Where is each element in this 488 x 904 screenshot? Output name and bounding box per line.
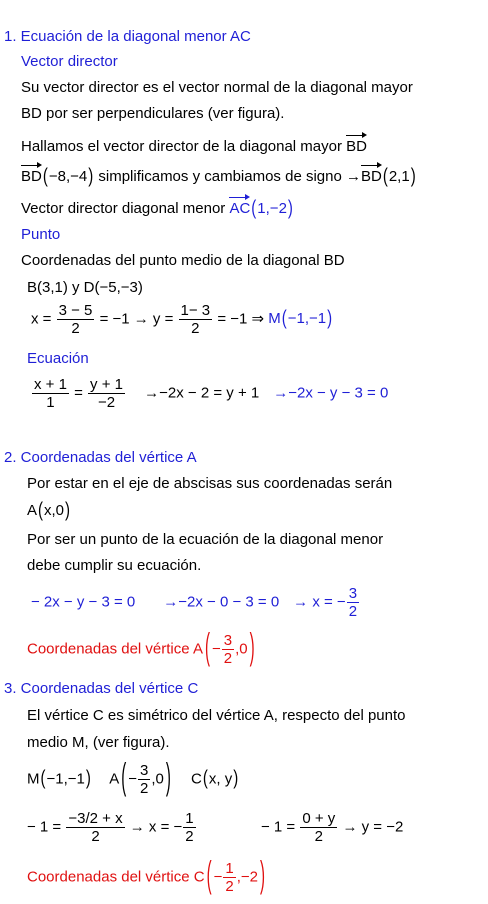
s3-result: Coordenadas del vértice C ( − $\frac{1}{2}$ ,−2 ) bbox=[27, 854, 265, 898]
section-2-title: 2. Coordenadas del vértice A bbox=[4, 449, 197, 466]
vector-bd: BD bbox=[346, 133, 367, 156]
section-1-title: 1. Ecuación de la diagonal menor AC bbox=[4, 28, 251, 45]
s1-ac-vector-line: Vector director diagonal menor AC(1,−2) bbox=[21, 196, 293, 220]
s2-paragraph-line-1: Por estar en el eje de abscisas sus coordenadas serán bbox=[27, 475, 393, 492]
s1-midpoint-equation: x = $\frac{3 - 5}{2}$ = −1 → y = $\frac{1- 3}{2}$ = −1 ⇒ M(−1,−1) bbox=[31, 302, 333, 337]
s1-points-bd: B(3,1) y D(−5,−3) bbox=[27, 279, 143, 296]
vector-director-heading: Vector director bbox=[21, 53, 118, 70]
s2-result: Coordenadas del vértice A ( − $\frac{3}{2}$ ,0 ) bbox=[27, 626, 255, 670]
s1-midpoint-text: Coordenadas del punto medio de la diagonal BD bbox=[21, 252, 345, 269]
s1-paragraph-line-2: BD por ser perpendiculares (ver figura). bbox=[21, 105, 285, 122]
s2-paragraph-line-3: debe cumplir su ecuación. bbox=[27, 557, 202, 574]
punto-heading: Punto bbox=[21, 226, 61, 243]
vector-ac: AC bbox=[229, 195, 250, 218]
ecuacion-heading: Ecuación bbox=[27, 350, 89, 367]
s2-point-a: A(x,0) bbox=[27, 498, 71, 522]
s3-paragraph-line-1: El vértice C es simétrico del vértice A, respecto del punto bbox=[27, 707, 406, 724]
s1-line-equation: $\frac{x + 1}{1}$ = $\frac{y + 1}{-2}$ →−2x − 2 = y + 1 →−2x − y − 3 = 0 bbox=[34, 376, 389, 411]
s2-paragraph-line-2: Por ser un punto de la ecuación de la diagonal menor bbox=[27, 531, 384, 548]
midpoint-m: M(−1,−1) bbox=[268, 307, 333, 331]
s1-paragraph-line-1: Su vector director es el vector normal de la diagonal mayor bbox=[21, 79, 413, 96]
s3-paragraph-line-2: medio M, (ver figura). bbox=[27, 734, 170, 751]
s1-bd-simplify-line: BD(−8,−4) simplificamos y cambiamos de signo →BD(2,1) bbox=[21, 164, 416, 188]
section-3-title: 3. Coordenadas del vértice C bbox=[4, 680, 199, 697]
vector-bd: BD bbox=[21, 163, 42, 186]
s2-equation: − 2x − y − 3 = 0 →−2x − 0 − 3 = 0 → x = − $\frac{3}{2}$ bbox=[31, 585, 358, 620]
s3-equations: − 1 = $\frac{-3/2 + x}{2}$ → x = − $\frac{1}{2}$ − 1 = $\frac{0 + y}{2}$ → y = −2 bbox=[27, 810, 404, 845]
s3-points: M(−1,−1) A ( − $\frac{3}{2}$ ,0 ) C(x, y) bbox=[27, 756, 239, 800]
vector-bd: BD bbox=[361, 163, 382, 186]
s1-paragraph-line-3: Hallamos el vector director de la diagonal mayor BD bbox=[21, 133, 367, 156]
